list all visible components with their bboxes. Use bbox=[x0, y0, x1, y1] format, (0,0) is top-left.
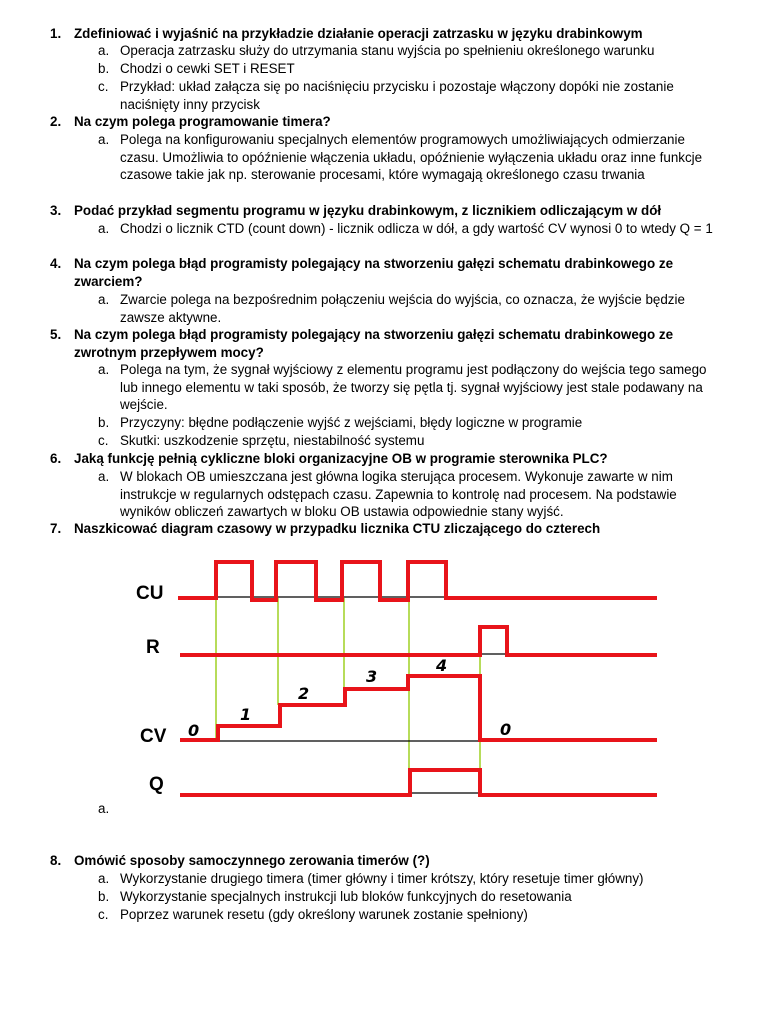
answer-text: W blokach OB umieszczana jest główna logika sterująca procesem. Wykonuje zawarte w nim instrukcje w regularnych odstępach czasu. Zapewnia to kontrolę nad procesem. Na podstawie wyników obliczeń zawartych w bloku OB ustawia odpowiednie stany wyjść. bbox=[120, 469, 677, 520]
question-number: 1. bbox=[50, 26, 62, 41]
answer-text: Chodzi o licznik CTD (count down) - licznik odlicza w dół, a gdy wartość CV wynosi 0 to wtedy Q = 1 bbox=[120, 221, 713, 236]
cv-signal bbox=[180, 676, 657, 740]
question-text: Jaką funkcję pełnią cykliczne bloki organizacyjne OB w programie sterownika PLC? bbox=[74, 451, 608, 466]
question-text: Naszkicować diagram czasowy w przypadku licznika CTU zliczającego do czterech bbox=[74, 521, 601, 536]
question-number: 4. bbox=[50, 256, 62, 271]
answer-text: Chodzi o cewki SET i RESET bbox=[120, 61, 295, 76]
baselines bbox=[218, 597, 507, 793]
answer-letter: c. bbox=[98, 907, 109, 922]
answer-text: Poprzez warunek resetu (gdy określony warunek zostanie spełniony) bbox=[120, 907, 528, 922]
answer-8c bbox=[98, 906, 718, 924]
count-0-end: 0 bbox=[500, 720, 512, 739]
label-cv: CV bbox=[140, 726, 167, 747]
question-number: 2. bbox=[50, 114, 62, 129]
answer-letter: c. bbox=[98, 433, 109, 448]
answer-letter: a. bbox=[98, 221, 110, 236]
answer-letter: a. bbox=[98, 801, 110, 816]
answer-text: Wykorzystanie specjalnych instrukcji lub bloków funkcyjnych do resetowania bbox=[120, 889, 572, 904]
answer-letter: a. bbox=[98, 132, 110, 147]
question-text: Na czym polega programowanie timera? bbox=[74, 114, 331, 129]
answer-letter: a. bbox=[98, 362, 110, 377]
cu-signal bbox=[178, 562, 657, 600]
edge-markers bbox=[216, 598, 480, 795]
answer-letter: a. bbox=[98, 469, 110, 484]
answer-text: Wykorzystanie drugiego timera (timer główny i timer krótszy, który resetuje timer główny) bbox=[120, 871, 644, 886]
answer-text: Polega na tym, że sygnał wyjściowy z elementu programu jest podłączony do wejścia tego samego lub innego elementu w taki sposób, że tworzy się pętla tj. sygnał wyjściowy jest stale podawany na wejście. bbox=[120, 362, 707, 413]
answer-8a bbox=[98, 870, 718, 888]
question-8 bbox=[50, 852, 720, 870]
answer-letter: b. bbox=[98, 61, 110, 76]
count-3: 3 bbox=[366, 667, 378, 686]
question-text: Na czym polega błąd programisty polegający na stworzeniu gałęzi schematu drabinkowego ze zwrotnym przepływem mocy? bbox=[74, 327, 674, 360]
question-number: 5. bbox=[50, 327, 62, 342]
answer-text: Zwarcie polega na bezpośrednim połączeniu wejścia do wyjścia, co oznacza, że wyjście będzie zawsze aktywne. bbox=[120, 292, 685, 325]
answer-text: Polega na konfigurowaniu specjalnych elementów programowych umożliwiających odmierzanie czasu. Umożliwia to opóźnienie włączenia układu, opóźnienie wyłączenia układu oraz inne funkcje czasowe takie jak np. sterowanie procesami, które wymagają określonego czasu trwania bbox=[120, 132, 703, 183]
answer-text: Skutki: uszkodzenie sprzętu, niestabilność systemu bbox=[120, 433, 425, 448]
answer-text: Przyczyny: błędne podłączenie wyjść z wejściami, błędy logiczne w programie bbox=[120, 415, 583, 430]
question-number: 8. bbox=[50, 853, 62, 868]
count-2: 2 bbox=[298, 684, 310, 703]
answer-letter: b. bbox=[98, 415, 110, 430]
answer-letter: a. bbox=[98, 292, 110, 307]
question-text: Podać przykład segmentu programu w języku drabinkowym, z licznikiem odliczającym w dół bbox=[74, 203, 662, 218]
count-1: 1 bbox=[240, 705, 252, 724]
question-number: 7. bbox=[50, 521, 62, 536]
answer-text: Operacja zatrzasku służy do utrzymania stanu wyjścia po spełnieniu określonego warunku bbox=[120, 43, 655, 58]
answer-letter: b. bbox=[98, 889, 110, 904]
count-0-start: 0 bbox=[188, 721, 200, 740]
question-text: Zdefiniować i wyjaśnić na przykładzie działanie operacji zatrzasku w języku drabinkowym bbox=[74, 26, 643, 41]
label-r: R bbox=[146, 637, 160, 658]
answer-text: Przykład: układ załącza się po naciśnięciu przycisku i pozostaje włączony dopóki nie zostanie naciśnięty inny przycisk bbox=[120, 79, 674, 112]
question-number: 3. bbox=[50, 203, 62, 218]
label-cu: CU bbox=[136, 583, 164, 604]
answer-letter: a. bbox=[98, 871, 110, 886]
count-4: 4 bbox=[436, 656, 448, 675]
question-text: Omówić sposoby samoczynnego zerowania timerów (?) bbox=[74, 853, 430, 868]
answer-letter: a. bbox=[98, 43, 110, 58]
answer-letter: c. bbox=[98, 79, 109, 94]
question-text: Na czym polega błąd programisty polegający na stworzeniu gałęzi schematu drabinkowego ze zwarciem? bbox=[74, 256, 674, 289]
label-q: Q bbox=[149, 774, 164, 795]
r-signal bbox=[180, 627, 657, 655]
question-number: 6. bbox=[50, 451, 62, 466]
q-signal bbox=[180, 770, 657, 795]
answer-8b bbox=[98, 888, 718, 906]
